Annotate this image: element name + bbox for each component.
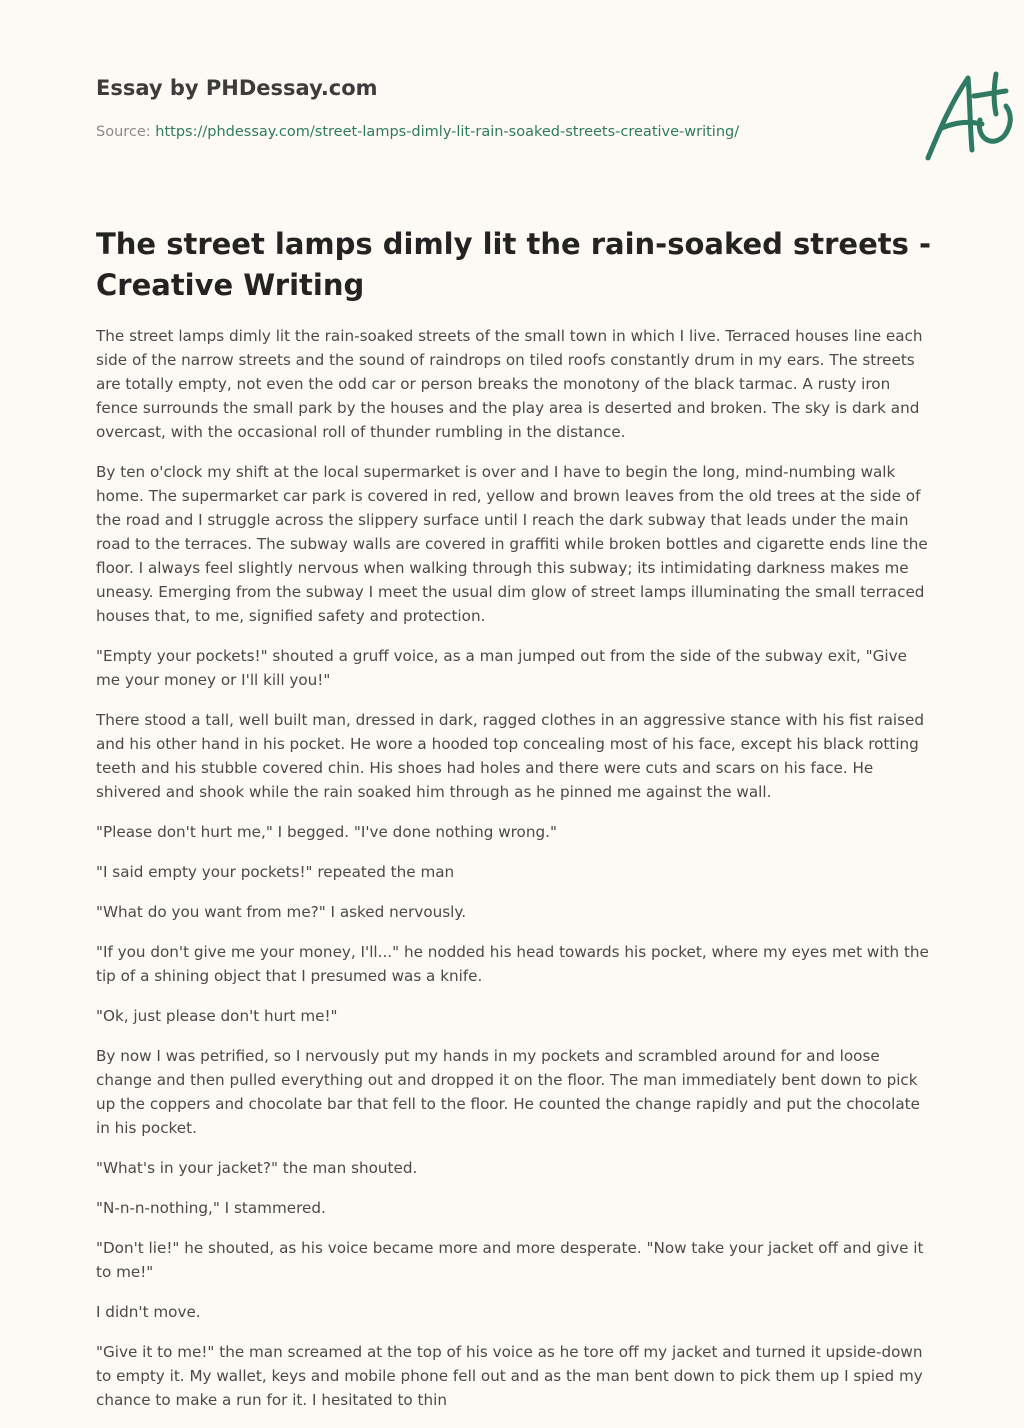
source-line <box>96 124 739 140</box>
paragraph: "Give it to me!" the man screamed at the top of his voice as he tore off my jacket and turned it upside-down to empty it. My wallet, keys and mobile phone fell out and as the man bent down to pick them up I spied my chance to make a run for it. I hesitated to thin <box>96 1343 923 1409</box>
paragraph: The street lamps dimly lit the rain-soaked streets of the small town in which I live. Terraced houses line each side of the narrow streets and the sound of raindrops on tiled roofs constantly drum in my ears. The streets are totally empty, not even the odd car or person breaks the monotony of the black tarmac. A rusty iron fence surrounds the small park by the houses and the play area is deserted and broken. The sky is dark and overcast, with the occasional roll of thunder rumbling in the distance. <box>96 327 923 441</box>
source-label: Source: <box>96 124 156 140</box>
essay-title: The street lamps dimly lit the rain-soaked streets - Creative Writing <box>96 227 932 302</box>
paragraph: "Please don't hurt me," I begged. "I've done nothing wrong." <box>96 823 557 841</box>
paragraph: "What do you want from me?" I asked nervously. <box>96 903 467 921</box>
essay-body <box>96 324 932 1428</box>
paragraph: "N-n-n-nothing," I stammered. <box>96 1199 326 1217</box>
paragraph: "Ok, just please don't hurt me!" <box>96 1007 338 1025</box>
paragraph: "What's in your jacket?" the man shouted. <box>96 1159 418 1177</box>
a-plus-grade-icon <box>916 66 1024 166</box>
paragraph: "Empty your pockets!" shouted a gruff voice, as a man jumped out from the side of the subway exit, "Give me your money or I'll kill you!" <box>96 647 907 689</box>
paragraph: "If you don't give me your money, I'll..." he nodded his head towards his pocket, where my eyes met with the tip of a shining object that I presumed was a knife. <box>96 943 929 985</box>
paragraph: By now I was petrified, so I nervously put my hands in my pockets and scrambled around for and loose change and then pulled everything out and dropped it on the floor. The man immediately bent down to pick up the coppers and chocolate bar that fell to the floor. He counted the change rapidly and put the chocolate in his pocket. <box>96 1047 920 1137</box>
paragraph: "Don't lie!" he shouted, as his voice became more and more desperate. "Now take your jacket off and give it to me!" <box>96 1239 924 1281</box>
paragraph: "I said empty your pockets!" repeated the man <box>96 863 455 881</box>
paragraph: I didn't move. <box>96 1303 201 1321</box>
source-link[interactable]: https://phdessay.com/street-lamps-dimly-lit-rain-soaked-streets-creative-writing/ <box>155 124 740 140</box>
paragraph: By ten o'clock my shift at the local supermarket is over and I have to begin the long, mind-numbing walk home. The supermarket car park is covered in red, yellow and brown leaves from the old trees at the side of the road and I struggle across the slippery surface until I reach the dark subway that leads under the main road to the terraces. The subway walls are covered in graffiti while broken bottles and cigarette ends line the floor. I always feel slightly nervous when walking through this subway; its intimidating darkness makes me uneasy. Emerging from the subway I meet the usual dim glow of street lamps illuminating the small terraced houses that, to me, signified safety and protection. <box>96 463 928 625</box>
site-brand: Essay by PHDessay.com <box>96 76 378 100</box>
paragraph: There stood a tall, well built man, dressed in dark, ragged clothes in an aggressive stance with his fist raised and his other hand in his pocket. He wore a hooded top concealing most of his face, except his black rotting teeth and his stubble covered chin. His shoes had holes and there were cuts and scars on his face. He shivered and shook while the rain soaked him through as he pinned me against the wall. <box>96 711 925 801</box>
